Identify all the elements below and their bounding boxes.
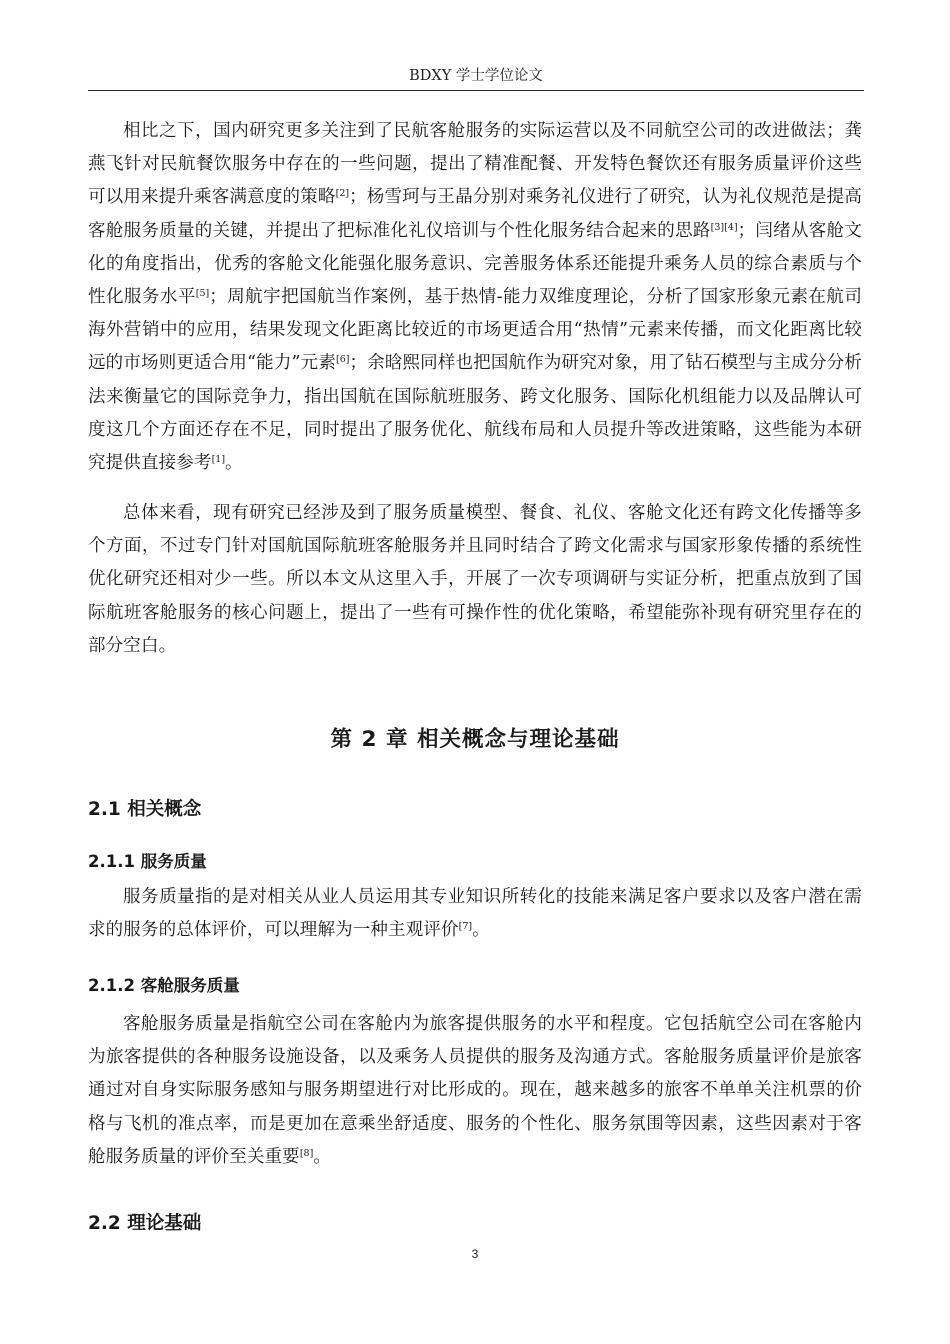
citation-ref: [1]: [211, 454, 226, 466]
chapter-title: 第 2 章 相关概念与理论基础: [330, 727, 620, 752]
section-heading-2-1: 2.1 相关概念: [88, 799, 202, 820]
paragraph-service-quality: [88, 881, 862, 947]
citation-ref: [8]: [299, 1147, 314, 1159]
text-segment: 总体来看，现有研究已经涉及到了服务质量模型、餐食、礼仪、客舱文化还有跨文化传播等多个方面，不过专门针对国航国际航班客舱服务并且同时结合了跨文化需求与国家形象传播的系统性优化研究还相对少一些。所以本文从这里入手，开展了一次专项调研与实证分析，把重点放到了国际航班客舱服务的核心问题上，提出了一些有可操作性的优化策略，希望能弥补现有研究里存在的部分空白。: [88, 503, 862, 656]
citation-ref: [5]: [195, 288, 210, 300]
page-number: 3: [471, 1247, 479, 1261]
paragraph-overall-summary: [88, 497, 862, 663]
text-segment: 客舱服务质量是指航空公司在客舱内为旅客提供服务的水平和程度。它包括航空公司在客舱内为旅客提供的各种服务设施设备，以及乘务人员提供的服务及沟通方式。客舱服务质量评价是旅客通过对自身实际服务感知与服务期望进行对比形成的。现在，越来越多的旅客不单单关注机票的价格与飞机的准点率，而是更加在意乘坐舒适度、服务的个性化、服务氛围等因素，这些因素对于客舱服务质量的评价至关重要: [88, 1014, 862, 1167]
header-title: BDXY 学士学位论文: [409, 68, 543, 84]
text-segment: 。: [225, 453, 243, 474]
text-segment: ；闫绪从客舱文化的角度指出，优秀的客舱文化能强化服务意识、完善服务体系还能提升乘务人员的综合素质与个性化服务水平: [88, 220, 862, 308]
section-heading-2-1-2: 2.1.2 客舱服务质量: [88, 976, 240, 995]
text-segment: 服务质量指的是对相关从业人员运用其专业知识所转化的技能来满足客户要求以及客户潜在需求的服务的总体评价，可以理解为一种主观评价: [88, 887, 862, 941]
citation-ref: [2]: [335, 188, 350, 200]
text-segment: ；周航宇把国航当作案例，基于热情-能力双维度理论，分析了国家形象元素在航司海外营销中的应用，结果发现文化距离比较近的市场更适合用“热情”元素来传播，而文化距离比较远的市场则更适合用“能力”元素: [88, 287, 862, 374]
running-header: [88, 64, 864, 91]
text-segment: ；余晗熙同样也把国航作为研究对象，用了钻石模型与主成分分析法来衡量它的国际竞争力，指出国航在国际航班服务、跨文化服务、国际化机组能力以及品牌认可度这几个方面还存在不足，同时提出了服务优化、航线布局和人员提升等改进策略，这些能为本研究提供直接参考: [88, 353, 862, 474]
paragraph-domestic-research: [88, 115, 862, 480]
text-segment: 。: [313, 1146, 331, 1167]
citation-ref: [6]: [336, 354, 350, 366]
section-heading-2-2: 2.2 理论基础: [88, 1213, 202, 1234]
citation-ref: [7]: [458, 921, 473, 933]
section-heading-2-1-1: 2.1.1 服务质量: [88, 852, 207, 871]
text-segment: 。: [472, 920, 490, 941]
paragraph-cabin-service-quality: [88, 1008, 862, 1174]
text-segment: 相比之下，国内研究更多关注到了民航客舱服务的实际运营以及不同航空公司的改进做法；龚燕飞针对民航餐饮服务中存在的一些问题，提出了精准配餐、开发特色餐饮还有服务质量评价这些可以用来提升乘客满意度的策略: [88, 121, 862, 208]
citation-ref: [3][4]: [710, 221, 738, 233]
text-segment: ；杨雪珂与王晶分别对乘务礼仪进行了研究，认为礼仪规范是提高客舱服务质量的关键，并提出了把标准化礼仪培训与个性化服务结合起来的思路: [88, 187, 862, 241]
